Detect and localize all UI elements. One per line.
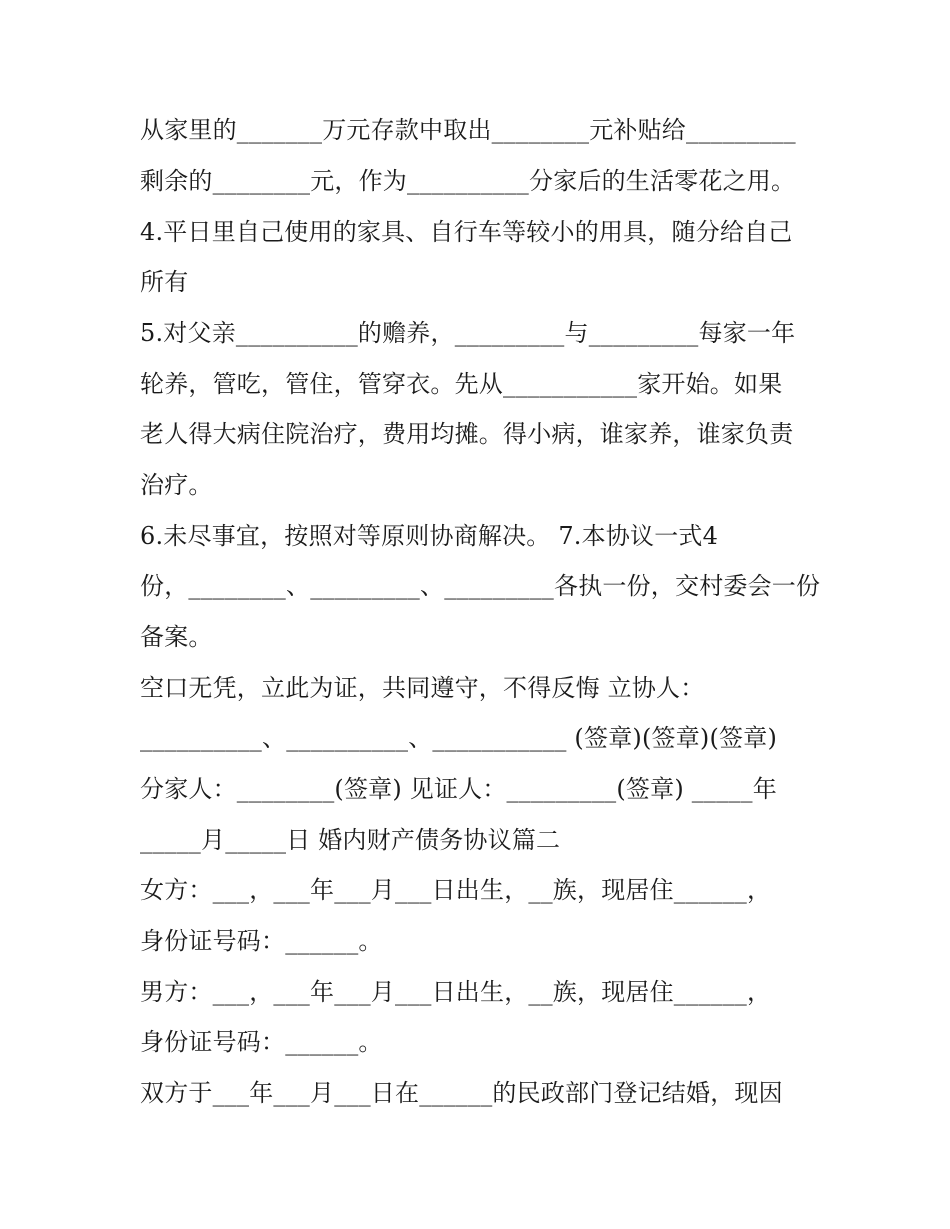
text-line: 男方：___，___年___月___日出生，__族，现居住______，	[140, 978, 772, 1006]
text-line: 6.未尽事宜，按照对等原则协商解决。 7.本协议一式4	[140, 522, 719, 550]
text-line: 4.平日里自己使用的家具、自行车等较小的用具，随分给自己	[140, 218, 793, 246]
text-line: 女方：___，___年___月___日出生，__族，现居住______，	[140, 876, 772, 904]
text-line: 剩余的________元，作为__________分家后的生活零花之用。	[140, 167, 796, 195]
text-line: 分家人：________(签章) 见证人：_________(签章) _____年	[140, 775, 777, 803]
text-line: 双方于___年___月___日在______的民政部门登记结婚，现因	[140, 1079, 783, 1107]
text-line: 5.对父亲__________的赡养，_________与_________每家一年	[140, 319, 796, 347]
text-line: 身份证号码：______。	[140, 1028, 383, 1056]
text-line: 身份证号码：______。	[140, 927, 383, 955]
text-line: 轮养，管吃，管住，管穿衣。先从___________家开始。如果	[140, 370, 783, 398]
text-line: __________、__________、___________ (签章)(签章)(签章)	[140, 724, 778, 752]
text-line: 治疗。	[140, 471, 213, 499]
text-line: 老人得大病住院治疗，费用均摊。得小病，谁家养，谁家负责	[140, 420, 794, 448]
text-line: 所有	[140, 268, 189, 296]
text-line: 备案。	[140, 623, 213, 651]
text-line: 份，________、_________、_________各执一份，交村委会一份	[140, 572, 821, 600]
text-line: 空口无凭，立此为证，共同遵守，不得反悔 立协人：	[140, 674, 705, 702]
text-line: 从家里的_______万元存款中取出________元补贴给_________	[140, 116, 796, 144]
text-line: _____月_____日 婚内财产债务协议篇二	[140, 826, 561, 854]
